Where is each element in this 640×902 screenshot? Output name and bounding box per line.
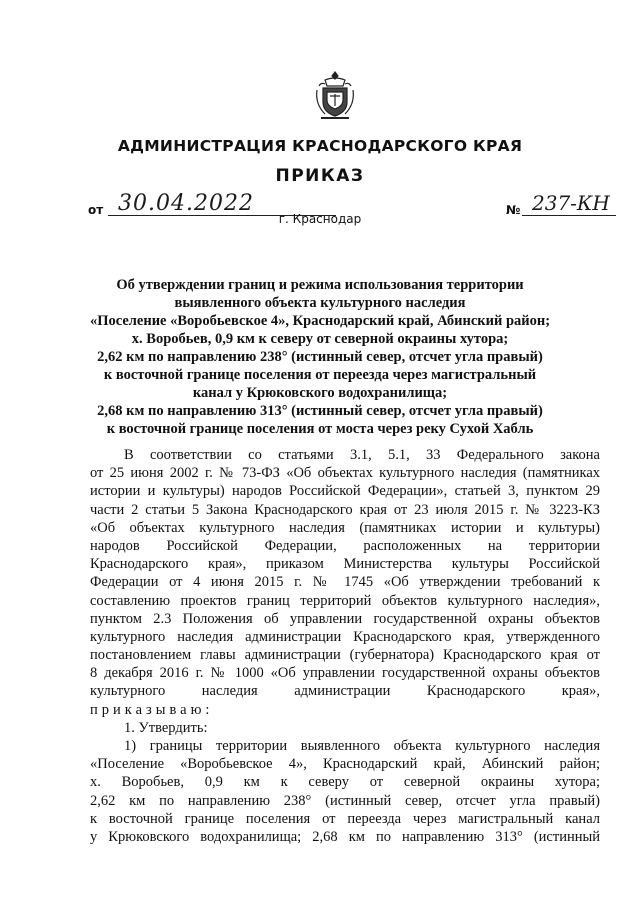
- body-line: составлению проектов границ территорий объектов культурного наследия»,: [90, 592, 600, 609]
- body-line: В соответствии со статьями 3.1, 5.1, 33 Федерального закона: [124, 447, 600, 463]
- body-line: «Об объектах культурного наследия (памятниках истории и культуры): [90, 519, 600, 536]
- coat-of-arms-emblem: [313, 70, 357, 122]
- title-line: х. Воробьев, 0,9 км к северу от северной окраины хутора;: [131, 331, 509, 347]
- organization-title: АДМИНИСТРАЦИЯ КРАСНОДАРСКОГО КРАЯ: [117, 137, 523, 155]
- title-line: Об утверждении границ и режима использования территории: [116, 277, 524, 293]
- order-title: [80, 276, 560, 438]
- body-line: истории и культуры) народов Российской Федерации», статьей 3, пунктом 29: [90, 483, 600, 500]
- body-line: 1) границы территории выявленного объекта культурного наследия: [124, 738, 600, 754]
- body-line: Краснодарского края», приказом Министерства культуры Российской: [90, 556, 600, 573]
- body-line: 8 декабря 2016 г. № 1000 «Об управлении государственной охраны объектов: [90, 665, 600, 682]
- body-line: Федерации от 4 июня 2015 г. № 1745 «Об утверждении требований к: [90, 574, 600, 591]
- body-line: к восточной границе поселения от переезда через магистральный канал: [90, 810, 600, 827]
- body-line: пунктом 2.3 Положения об управлении государственной охраны объектов: [90, 610, 600, 627]
- body-line: «Поселение «Воробьевское 4», Краснодарский край, Абинский район;: [90, 756, 600, 773]
- document-type: ПРИКАЗ: [275, 166, 365, 186]
- body-line: 2,62 км по направлению 238° (истинный север, отсчет угла правый): [90, 792, 600, 809]
- title-line: к восточной границе поселения от переезда через магистральный: [103, 367, 537, 383]
- body-line: 1. Утвердить:: [124, 719, 208, 736]
- body-line: у Крюковского водохранилища; 2,68 км по направлению 313° (истинный: [90, 828, 600, 845]
- number-prefix: №: [506, 203, 521, 217]
- title-line: 2,68 км по направлению 313° (истинный север, отсчет угла правый): [97, 403, 543, 419]
- order-body: [90, 446, 600, 846]
- handwritten-date: 30.04.2022: [118, 191, 254, 216]
- body-line: культурного наследия администрации Краснодарского края, утвержденного: [90, 628, 600, 645]
- handwritten-number: 237-КН: [532, 191, 610, 215]
- body-line: народов Российской Федерации, расположенных на территории: [90, 537, 600, 554]
- title-line: к восточной границе поселения от моста через реку Сухой Хабль: [106, 421, 534, 437]
- body-line: культурного наследия администрации Краснодарского края»,: [90, 683, 600, 700]
- date-prefix: от: [88, 203, 104, 217]
- body-line: от 25 июня 2002 г. № 73-ФЗ «Об объектах культурного наследия (памятниках: [90, 465, 600, 482]
- title-line: канал у Крюковского водохранилища;: [192, 385, 448, 401]
- title-line: «Поселение «Воробьевское 4», Краснодарский край, Абинский район;: [89, 313, 551, 329]
- body-line-prikazyvayu: приказываю:: [90, 701, 214, 718]
- city-line: г. Краснодар: [278, 212, 362, 226]
- body-line: х. Воробьев, 0,9 км к северу от северной окраины хутора;: [90, 774, 600, 791]
- body-line: постановлением главы администрации (губернатора) Краснодарского края от: [90, 647, 600, 664]
- body-line: части 2 статьи 5 Закона Краснодарского края от 23 июля 2015 г. № 3223-КЗ: [90, 501, 600, 518]
- title-line: выявленного объекта культурного наследия: [174, 295, 466, 311]
- title-line: 2,62 км по направлению 238° (истинный север, отсчет угла правый): [97, 349, 543, 365]
